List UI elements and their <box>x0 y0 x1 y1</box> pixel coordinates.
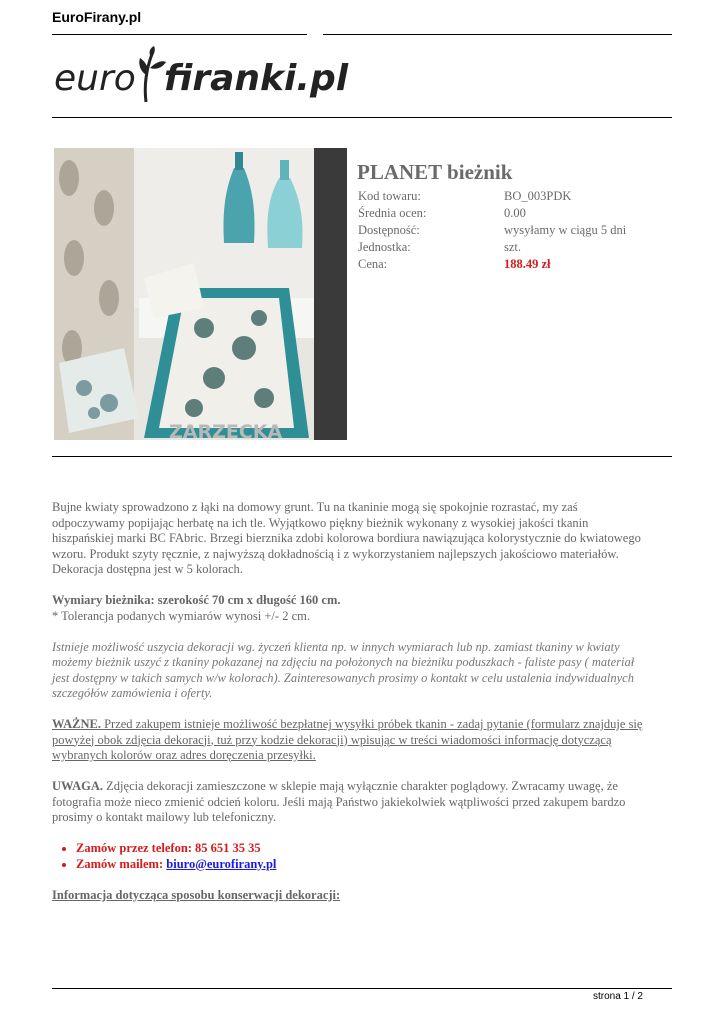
spec-row-availability <box>358 222 658 239</box>
spec-value: szt. <box>504 240 522 254</box>
spec-label: Cena: <box>358 257 388 271</box>
spec-row-code <box>358 188 658 205</box>
spec-value: 0.00 <box>504 206 526 220</box>
dimensions-text: Wymiary bieżnika: szerokość 70 cm x długość 160 cm. <box>52 593 341 607</box>
spec-value: BO_003PDK <box>504 189 572 203</box>
important-note <box>52 717 644 764</box>
important-text: Przed zakupem istnieje możliwość bezpłatnej wysyłki próbek tkanin - zadaj pytanie (formularz znajduje się powyżej obok zdjęcia dekoracji, tuż przy kodzie dekoracji) wpisując w treści wiadomości informację dotyczącą wybranych kolorów oraz adres doręczenia przesyłki. <box>52 717 643 762</box>
description-intro: Bujne kwiaty sprowadzono z łąki na domowy grunt. Tu na tkaninie mogą się spokojnie rozrastać, my zaś odpoczywamy popijając herbatę na ich tle. Wyjątkowo piękny bieżnik wykonany z wysokiej jakości tkanin hiszpańskiej marki BC FAbric. Brzegi bierznika zdobi kolorowa bordiura nawiązująca kolorystycznie do kwiatowego wzoru. Produkt szyty ręcznie, z najwyższą dokładnością i z wykorzystaniem najlepszych jakościowo materiałów. Dekoracja dostępna jest w 5 kolorach. <box>52 500 641 576</box>
price-value: 188.49 zł <box>504 257 551 271</box>
leaf-icon <box>139 46 166 102</box>
order-by-phone: • Zamów przez telefon: 85 651 35 35 <box>76 841 644 857</box>
notice-label: UWAGA. <box>52 779 104 793</box>
section-divider <box>52 456 672 457</box>
site-name: EuroFirany.pl <box>52 9 142 25</box>
spec-label: Dostępność: <box>358 223 420 237</box>
product-title: PLANET bieżnik <box>357 160 513 184</box>
spec-value: wysyłamy w ciągu 5 dni <box>504 223 627 237</box>
product-specs <box>358 188 658 273</box>
custom-order-note: Istnieje możliwość uszycia dekoracji wg. życzeń klienta np. w innych wymiarach lub np. zamiast tkaniny w kwiaty możemy bieżnik uszyć z tkaniny pokazanej na zdjęciu na położonych na bieżniku poduszkach - faliste pasy ( materiał jest dostępny w takich samych w/w kolorach). Zainteresowanych prosimy o kontakt w celu ustalenia indywidualnych szczegółów zamówienia i oferty. <box>52 639 635 700</box>
order-by-email <box>76 857 644 873</box>
spec-label: Średnia ocen: <box>358 206 427 220</box>
care-heading: Informacja dotycząca sposobu konserwacji dekoracji: <box>52 887 341 902</box>
image-watermark: ZARZECKA <box>169 421 283 443</box>
important-label: WAŻNE. <box>52 717 101 731</box>
notice-text: Zdjęcia dekoracji zamieszczone w sklepie mają wyłącznie charakter poglądowy. Zwracamy uwagę, że fotografia może nieco zmienić odcień koloru. Jeśli mają Państwo jakiekolwiek wątpliwości przed zakupem bardzo prosimy o kontakt mailowy lub telefoniczny. <box>52 779 626 824</box>
page-number: strona 1 / 2 <box>592 991 643 1002</box>
order-options-list <box>52 841 644 872</box>
spec-row-unit <box>358 239 658 256</box>
footer-divider <box>52 988 672 989</box>
header-divider <box>52 34 672 35</box>
spec-row-rating <box>358 205 658 222</box>
spec-row-price <box>358 256 658 273</box>
logo-text-left: euro <box>54 58 136 99</box>
spec-label: Kod towaru: <box>358 189 421 203</box>
product-description <box>52 500 644 919</box>
notice-note <box>52 779 644 826</box>
product-photo[interactable] <box>54 148 347 443</box>
eurofiranki-logo[interactable] <box>54 44 349 104</box>
logo-text-right: firanki.pl <box>164 58 349 99</box>
order-email-label: Zamów mailem: <box>76 856 167 871</box>
spec-label: Jednostka: <box>358 240 411 254</box>
section-divider <box>52 117 672 118</box>
email-link[interactable]: biuro@eurofirany.pl <box>166 856 277 871</box>
dimensions-block <box>52 593 644 624</box>
tolerance-text: * Tolerancja podanych wymiarów wynosi +/- 2 cm. <box>52 608 310 623</box>
